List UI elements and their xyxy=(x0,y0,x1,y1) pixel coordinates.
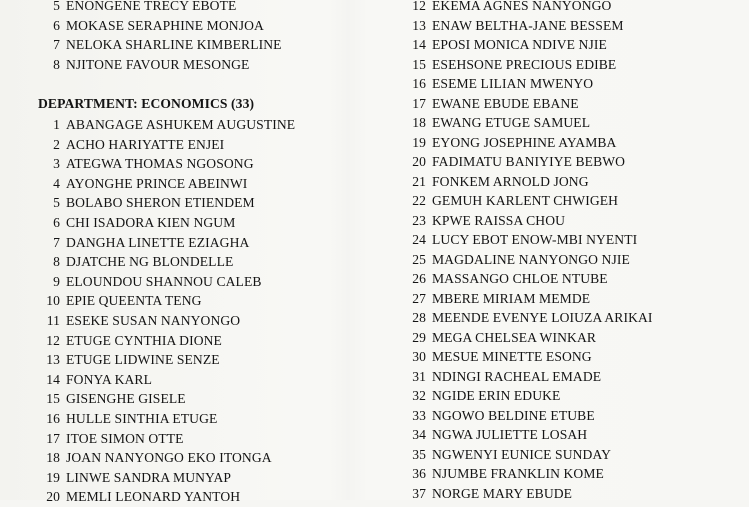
student-name: EWANG ETUGE SAMUEL xyxy=(432,115,591,131)
entry-number: 33 xyxy=(412,407,426,423)
list-item xyxy=(404,133,616,153)
entry-number: 13 xyxy=(46,352,60,368)
list-item xyxy=(38,311,240,331)
entry-number: 27 xyxy=(412,290,426,306)
entry-number: 6 xyxy=(53,215,60,230)
list-item xyxy=(38,233,249,253)
student-name: ENAW BELTHA-JANE BESSEM xyxy=(432,17,624,33)
entry-number: 5 xyxy=(53,195,60,211)
student-name: HULLE SINTHIA ETUGE xyxy=(66,411,218,426)
list-item xyxy=(404,172,589,192)
list-item xyxy=(38,193,255,213)
student-name: DJATCHE NG BLONDELLE xyxy=(66,254,234,270)
list-item xyxy=(38,272,262,292)
student-name: MEMLI LEONARD YANTOH xyxy=(66,489,241,505)
entry-number: 3 xyxy=(53,156,60,172)
student-name: JOAN NANYONGO EKO ITONGA xyxy=(66,450,272,466)
student-name: EKEMA AGNES NANYONGO xyxy=(432,0,612,13)
student-name: FONKEM ARNOLD JONG xyxy=(432,173,589,189)
list-item xyxy=(38,55,249,75)
list-item xyxy=(38,16,264,36)
list-item xyxy=(404,94,579,114)
list-item xyxy=(404,367,601,387)
entry-number: 32 xyxy=(412,388,426,404)
list-item xyxy=(38,350,220,370)
entry-number: 9 xyxy=(53,273,60,289)
entry-number: 8 xyxy=(53,254,60,270)
student-name: MEENDE EVENYE LOIUZA ARIKAI xyxy=(432,310,653,326)
list-item xyxy=(404,74,593,94)
student-name: GISENGHE GISELE xyxy=(66,391,186,407)
list-item xyxy=(404,386,560,406)
student-name: MESUE MINETTE ESONG xyxy=(432,349,592,365)
entry-number: 35 xyxy=(412,446,426,462)
entry-number: 29 xyxy=(412,329,426,345)
list-item xyxy=(38,213,235,233)
page-shading xyxy=(328,0,368,500)
entry-number: 36 xyxy=(412,466,426,482)
student-name: LUCY EBOT ENOW-MBI NYENTI xyxy=(432,232,638,248)
list-item xyxy=(404,113,590,133)
list-item xyxy=(38,331,222,351)
student-name: GEMUH KARLENT CHWIGEH xyxy=(432,193,619,209)
list-item xyxy=(38,370,152,390)
list-item xyxy=(38,252,233,272)
student-name: MEGA CHELSEA WINKAR xyxy=(432,329,597,345)
list-item xyxy=(404,425,587,445)
entry-number: 4 xyxy=(53,175,60,191)
entry-number: 37 xyxy=(412,486,426,501)
list-item xyxy=(404,211,565,231)
list-item xyxy=(404,152,625,172)
list-item xyxy=(404,16,624,36)
student-name: CHI ISADORA KIEN NGUM xyxy=(66,215,236,230)
student-name: ESEKE SUSAN NANYONGO xyxy=(66,313,241,328)
student-name: AYONGHE PRINCE ABEINWI xyxy=(66,175,248,191)
entry-number: 12 xyxy=(46,332,60,348)
list-item xyxy=(38,154,254,174)
list-item xyxy=(404,35,607,55)
list-item xyxy=(404,0,611,16)
list-item xyxy=(404,269,608,289)
list-item xyxy=(38,468,231,488)
student-name: NDINGI RACHEAL EMADE xyxy=(432,368,602,384)
student-name: DANGHA LINETTE EZIAGHA xyxy=(66,234,250,250)
student-name: NJUMBE FRANKLIN KOME xyxy=(432,466,604,482)
list-item xyxy=(38,35,282,55)
entry-number: 20 xyxy=(46,489,60,505)
entry-number: 28 xyxy=(412,310,426,326)
list-item xyxy=(38,115,295,135)
student-name: ABANGAGE ASHUKEM AUGUSTINE xyxy=(66,117,296,132)
student-name: NGWENYI EUNICE SUNDAY xyxy=(432,446,612,462)
list-item xyxy=(404,250,630,270)
entry-number: 14 xyxy=(412,37,426,53)
list-item xyxy=(38,389,186,409)
student-name: NORGE MARY EBUDE xyxy=(432,486,573,501)
student-name: EWANE EBUDE EBANE xyxy=(432,95,579,111)
list-item xyxy=(38,174,247,194)
student-name: ACHO HARIYATTE ENJEI xyxy=(66,136,225,152)
student-name: NJITONE FAVOUR MESONGE xyxy=(66,56,250,72)
list-item xyxy=(404,328,596,348)
list-item xyxy=(404,55,616,75)
list-item xyxy=(404,406,595,426)
list-item xyxy=(404,445,611,465)
entry-number: 26 xyxy=(412,271,426,287)
list-item xyxy=(404,230,637,250)
student-name: EPOSI MONICA NDIVE NJIE xyxy=(432,37,607,53)
list-item xyxy=(38,0,236,16)
list-item xyxy=(404,464,604,484)
student-name: ELOUNDOU SHANNOU CALEB xyxy=(66,273,262,289)
student-name: ESEME LILIAN MWENYO xyxy=(432,76,594,92)
entry-number: 21 xyxy=(412,173,426,189)
entry-number: 14 xyxy=(46,371,60,387)
student-name: NGWA JULIETTE LOSAH xyxy=(432,427,588,443)
entry-number: 6 xyxy=(53,17,60,33)
list-item xyxy=(38,291,202,311)
entry-number: 8 xyxy=(53,56,60,72)
entry-number: 30 xyxy=(412,349,426,365)
list-item xyxy=(38,448,272,468)
student-name: ETUGE CYNTHIA DIONE xyxy=(66,332,222,348)
entry-number: 24 xyxy=(412,232,426,248)
student-name: NGOWO BELDINE ETUBE xyxy=(432,407,595,423)
entry-number: 17 xyxy=(46,430,60,446)
entry-number: 15 xyxy=(46,391,60,407)
entry-number: 31 xyxy=(412,368,426,384)
student-name: MOKASE SERAPHINE MONJOA xyxy=(66,17,264,33)
student-name: MASSANGO CHLOE NTUBE xyxy=(432,271,608,287)
student-name: NGIDE ERIN EDUKE xyxy=(432,388,561,404)
student-name: ATEGWA THOMAS NGOSONG xyxy=(66,156,254,172)
student-name: FADIMATU BANIYIYE BEBWO xyxy=(432,154,626,170)
list-item xyxy=(38,487,240,507)
entry-number: 5 xyxy=(53,0,60,13)
student-name: LINWE SANDRA MUNYAP xyxy=(66,469,232,485)
student-name: FONYA KARL xyxy=(66,371,152,387)
entry-number: 18 xyxy=(412,115,426,131)
student-name: ENONGENE TRECY EBOTE xyxy=(66,0,237,13)
list-item xyxy=(38,409,217,429)
list-item xyxy=(38,135,224,155)
entry-number: 19 xyxy=(46,469,60,485)
student-name: ESEHSONE PRECIOUS EDIBE xyxy=(432,56,617,72)
entry-number: 13 xyxy=(412,17,426,33)
entry-number: 18 xyxy=(46,450,60,466)
department-heading: DEPARTMENT: ECONOMICS (33) xyxy=(38,96,255,111)
student-name: NELOKA SHARLINE KIMBERLINE xyxy=(66,37,282,53)
entry-number: 17 xyxy=(412,95,426,111)
entry-number: 10 xyxy=(46,293,60,309)
student-name: BOLABO SHERON ETIENDEM xyxy=(66,195,255,211)
entry-number: 19 xyxy=(412,134,426,150)
list-item xyxy=(404,347,592,367)
list-item xyxy=(404,289,590,309)
student-name: ETUGE LIDWINE SENZE xyxy=(66,352,220,368)
entry-number: 22 xyxy=(412,193,426,209)
list-item xyxy=(38,429,184,449)
entry-number: 16 xyxy=(412,76,426,92)
student-name: ITOE SIMON OTTE xyxy=(66,430,184,446)
entry-number: 1 xyxy=(53,117,60,132)
list-item xyxy=(404,484,572,504)
entry-number: 15 xyxy=(412,56,426,72)
student-name: EPIE QUEENTA TENG xyxy=(66,293,202,309)
entry-number: 25 xyxy=(412,251,426,267)
entry-number: 34 xyxy=(412,427,426,443)
entry-number: 12 xyxy=(412,0,426,13)
entry-number: 2 xyxy=(53,136,60,152)
entry-number: 23 xyxy=(412,212,426,228)
entry-number: 7 xyxy=(53,234,60,250)
list-item xyxy=(404,191,618,211)
entry-number: 7 xyxy=(53,37,60,53)
list-item xyxy=(404,308,653,328)
student-name: MBERE MIRIAM MEMDE xyxy=(432,290,591,306)
student-name: EYONG JOSEPHINE AYAMBA xyxy=(432,134,617,150)
student-name: MAGDALINE NANYONGO NJIE xyxy=(432,251,630,267)
entry-number: 11 xyxy=(46,313,60,328)
student-name: KPWE RAISSA CHOU xyxy=(432,212,566,228)
entry-number: 16 xyxy=(46,411,60,426)
entry-number: 20 xyxy=(412,154,426,170)
